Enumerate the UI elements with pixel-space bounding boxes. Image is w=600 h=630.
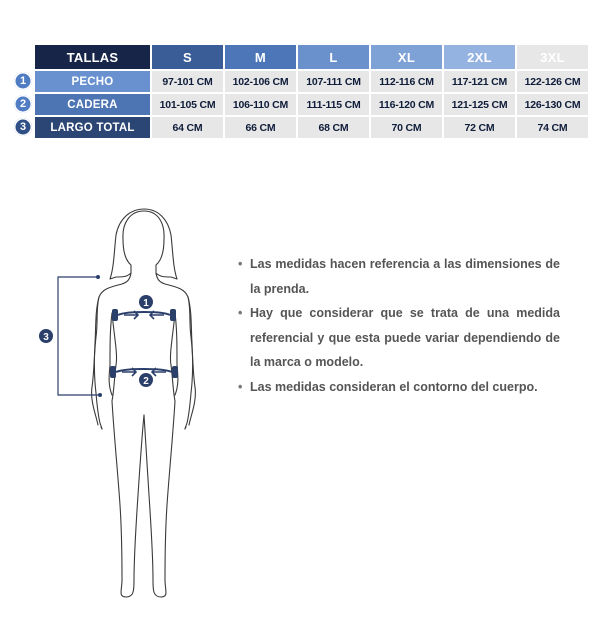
table-cell: 66 CM [225, 117, 296, 138]
table-row-cadera [12, 94, 588, 115]
table-cell: 111-115 CM [298, 94, 369, 115]
size-header-xl: XL [371, 45, 442, 69]
length-bracket-dot [98, 393, 102, 397]
marker-3-icon [39, 329, 53, 343]
marker-1-icon [139, 295, 153, 309]
bullet-icon: • [238, 257, 243, 271]
table-cell: 102-106 CM [225, 71, 296, 92]
row-label: LARGO TOTAL [35, 117, 150, 138]
table-row-pecho [12, 71, 588, 92]
table-cell: 126-130 CM [517, 94, 588, 115]
bullet-icon: • [238, 306, 243, 320]
size-table [12, 45, 588, 140]
length-bracket-dot [96, 275, 100, 279]
table-cell: 121-125 CM [444, 94, 515, 115]
size-header-2xl: 2XL [444, 45, 515, 69]
row-number-badge: 1 [14, 72, 32, 90]
note-text: Hay que considerar que se trata de una medida referencial y que esta puede variar dependiendo de la marca o modelo. [250, 306, 560, 369]
row-number-badge: 2 [14, 95, 32, 113]
bullet-icon: • [238, 379, 243, 394]
table-cell: 97-101 CM [152, 71, 223, 92]
marker-2-icon [139, 373, 153, 387]
body-measurement-figure [30, 205, 220, 605]
header-label: TALLAS [35, 45, 150, 69]
table-cell: 72 CM [444, 117, 515, 138]
table-cell: 68 CM [298, 117, 369, 138]
chest-measure [112, 309, 176, 321]
table-cell: 122-126 CM [517, 71, 588, 92]
row-label: CADERA [35, 94, 150, 115]
table-cell: 70 CM [371, 117, 442, 138]
row-number-badge: 3 [14, 118, 32, 136]
table-cell: 107-111 CM [298, 71, 369, 92]
note-text: Las medidas hacen referencia a las dimensiones de la prenda. [250, 257, 560, 296]
svg-text:2: 2 [143, 376, 149, 387]
note-item [238, 252, 560, 301]
table-cell: 101-105 CM [152, 94, 223, 115]
size-header-3xl: 3XL [517, 45, 588, 69]
size-header-m: M [225, 45, 296, 69]
svg-text:3: 3 [43, 332, 49, 343]
table-row-largo-total [12, 117, 588, 138]
note-text: Las medidas consideran el contorno del cuerpo. [250, 379, 538, 394]
table-header-row [12, 45, 588, 69]
table-cell: 117-121 CM [444, 71, 515, 92]
table-cell: 106-110 CM [225, 94, 296, 115]
note-item [238, 301, 560, 375]
svg-text:1: 1 [143, 298, 149, 309]
row-label: PECHO [35, 71, 150, 92]
measurement-notes [238, 252, 560, 399]
note-item [238, 375, 560, 400]
table-cell: 116-120 CM [371, 94, 442, 115]
table-cell: 112-116 CM [371, 71, 442, 92]
size-header-s: S [152, 45, 223, 69]
body-outline [92, 209, 196, 597]
length-bracket [58, 277, 100, 395]
table-cell: 64 CM [152, 117, 223, 138]
size-header-l: L [298, 45, 369, 69]
table-cell: 74 CM [517, 117, 588, 138]
